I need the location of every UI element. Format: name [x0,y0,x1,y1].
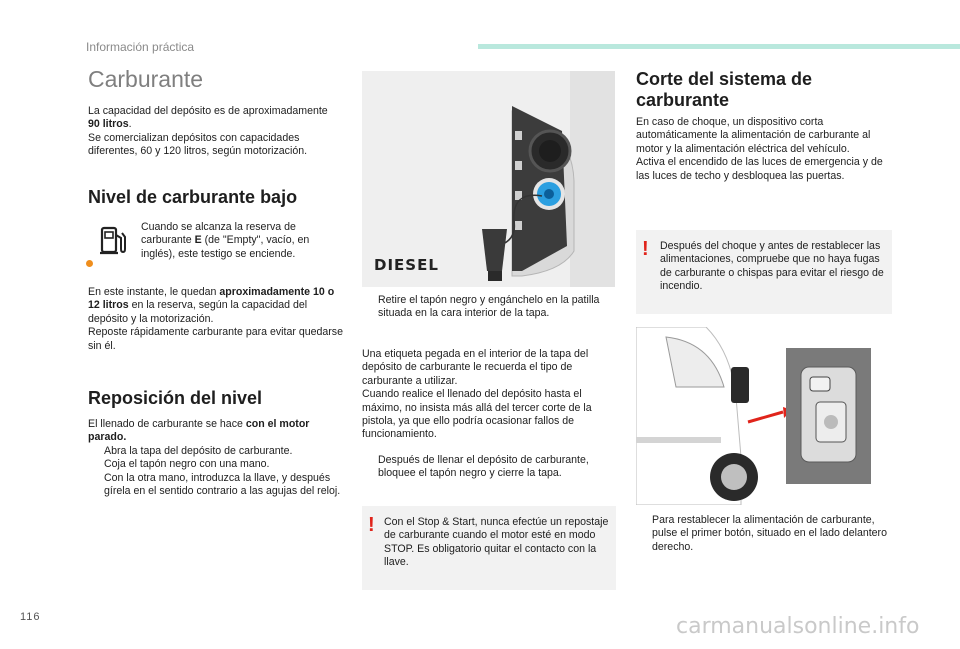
low-text-3: Reposte rápidamente carburante para evitar quedarse sin él. [88,326,343,352]
heading-fuel-cutoff: Corte del sistema de carburante [636,69,813,110]
label-paragraph [362,348,616,442]
list-item-text: Coja el tapón negro con una mano. [104,458,270,471]
list-item [362,294,616,321]
list-item [88,458,344,471]
column-fuel [88,66,342,159]
cutoff-text-1: En caso de choque, un dispositivo corta automáticamente la alimentación de carburante al motor y la alimentación eléctrica del vehículo. [636,116,871,155]
restore-step [636,514,892,554]
list-item-text: Después de llenar el depósito de carburante, bloquee el tapón negro y cierre la tapa. [378,454,589,480]
page-title: Carburante [88,66,204,92]
list-item [362,454,616,481]
heading-low-fuel: Nivel de carburante bajo [88,187,298,207]
warning-indicator-dot [86,260,93,267]
refill-text: El llenado de carburante se hace [88,418,243,430]
intro-text: La capacidad del depósito es de aproximadamente [88,105,328,117]
fill-text: Cuando realice el llenado del depósito hasta el máximo, no insista más allá del tercer corte de la pistola, ya que ello podría ocasionar fallos de funcionamiento. [362,388,592,441]
cutoff-paragraph [636,116,892,183]
warn-text-2: (de "Empty", vacío, en inglés), este testigo se enciende. [141,234,310,260]
refill-intro [88,418,344,445]
warning-light-text [141,221,341,261]
note-text: Con el Stop & Start, nunca efectúe un repostaje de carburante cuando el motor esté en modo STOP. Es obligatorio quitar el contacto con la llave. [384,516,609,569]
close-cap-step [362,454,616,481]
list-item-text: Abra la tapa del depósito de carburante. [104,444,293,457]
list-item [636,514,892,554]
low-text-1: En este instante, le quedan [88,286,217,298]
crash-note [636,230,892,314]
cutoff-text-2: Activa el encendido de las luces de emergencia y de las luces de techo y desbloquea las puertas. [636,156,883,182]
watermark: carmanualsonline.info [676,614,920,639]
list-item [88,445,344,458]
diesel-label: DIESEL [374,256,439,274]
low-bold: aproximadamente 10 o 12 litros [88,286,335,312]
note-text: Después del choque y antes de restablecer las alimentaciones, compruebe que no haya fugas de carburante o chispas para evitar el riesgo de incendio. [660,240,884,293]
list-item-text: Con la otra mano, introduzca la llave, y después gírela en el sentido contrario a las agujas del reloj. [104,471,341,498]
list-item-text: Para restablecer la alimentación de carburante, pulse el primer botón, situado en el lado delantero derecho. [652,514,887,553]
page-number: 116 [20,611,41,623]
low-fuel-warning [86,219,342,269]
warning-icon: ! [642,238,649,260]
header-accent-bar [478,44,960,49]
list-item [88,472,344,499]
low-fuel-paragraph [88,286,344,353]
warn-bold: E [194,234,202,247]
list-item-text: Retire el tapón negro y engánchelo en la patilla situada en la cara interior de la tapa. [378,294,600,320]
fuel-pump-icon [100,225,126,255]
intro-bold: 90 litros [88,118,129,131]
van-drawing [636,327,892,505]
header-section-title: Información práctica [86,40,195,54]
heading-refill: Reposición del nivel [88,388,263,408]
fuel-flap-illustration [362,71,615,287]
stop-start-note [362,506,616,590]
refill-bold: con el motor parado. [88,418,310,444]
van-cutoff-illustration [636,327,892,505]
intro-text-end: . [128,118,132,131]
remove-cap-step [362,294,616,321]
warn-text-1: Cuando se alcanza la reserva de carburante [141,221,296,247]
fuel-flap-drawing [362,71,615,287]
low-text-2: en la reserva, según la capacidad del depósito y la motorización. [88,299,308,325]
refill-section [88,418,344,498]
label-text: Una etiqueta pegada en el interior de la tapa del depósito de carburante le recuerda el tipo de carburante a utilizar. [362,348,589,387]
intro-paragraph [88,105,342,159]
intro-text-2: Se comercializan depósitos con capacidades diferentes, 60 y 120 litros, según motorización. [88,131,308,158]
warning-icon: ! [368,514,375,536]
